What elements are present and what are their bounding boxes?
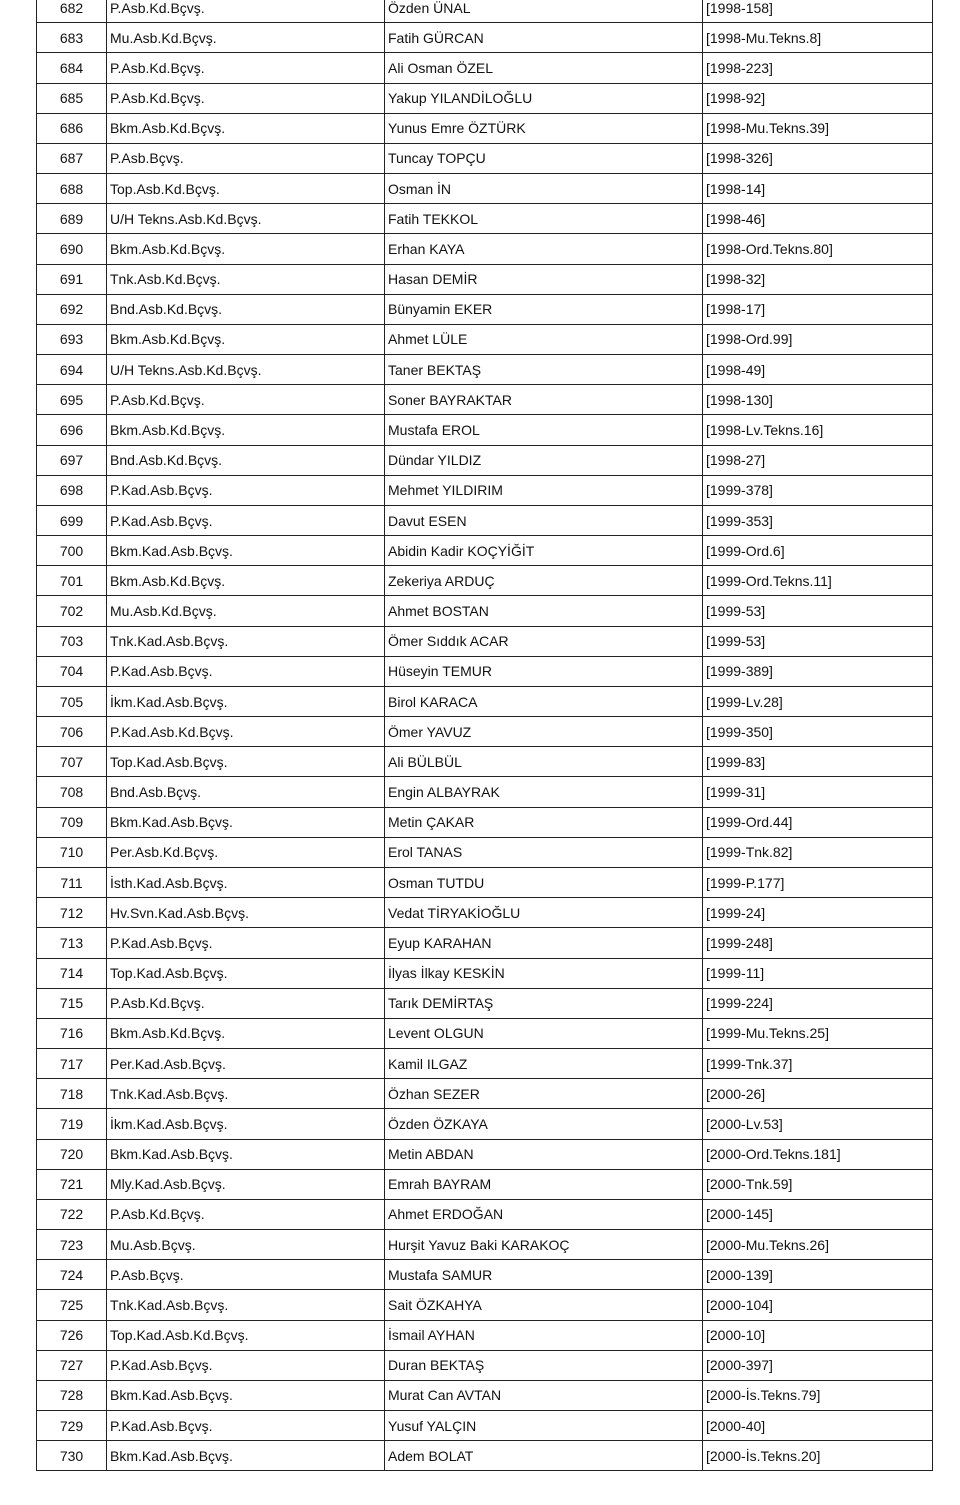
table-row xyxy=(37,1018,933,1048)
row-number: 722 xyxy=(37,1199,107,1229)
rank-cell: Bkm.Asb.Kd.Bçvş. xyxy=(107,1018,385,1048)
person-name-cell: Erhan KAYA xyxy=(385,234,703,264)
person-name-cell: Fatih TEKKOL xyxy=(385,204,703,234)
table-row xyxy=(37,1411,933,1441)
reference-cell: [2000-397] xyxy=(703,1350,933,1380)
table-row xyxy=(37,1260,933,1290)
person-name-cell: Osman İN xyxy=(385,174,703,204)
person-name-cell: Tuncay TOPÇU xyxy=(385,143,703,173)
rank-cell: Mu.Asb.Kd.Bçvş. xyxy=(107,23,385,53)
table-row xyxy=(37,83,933,113)
table-row xyxy=(37,988,933,1018)
row-number: 708 xyxy=(37,777,107,807)
reference-cell: [1998-32] xyxy=(703,264,933,294)
table-row xyxy=(37,1079,933,1109)
table-row xyxy=(37,385,933,415)
person-name-cell: Davut ESEN xyxy=(385,505,703,535)
person-name-cell: Ali Osman ÖZEL xyxy=(385,53,703,83)
reference-cell: [1998-Lv.Tekns.16] xyxy=(703,415,933,445)
rank-cell: Mly.Kad.Asb.Bçvş. xyxy=(107,1169,385,1199)
rank-cell: Tnk.Kad.Asb.Bçvş. xyxy=(107,1079,385,1109)
reference-cell: [2000-139] xyxy=(703,1260,933,1290)
row-number: 707 xyxy=(37,747,107,777)
reference-cell: [1998-326] xyxy=(703,143,933,173)
rank-cell: P.Asb.Kd.Bçvş. xyxy=(107,83,385,113)
table-row xyxy=(37,23,933,53)
person-name-cell: Yunus Emre ÖZTÜRK xyxy=(385,113,703,143)
row-number: 719 xyxy=(37,1109,107,1139)
person-name-cell: Murat Can AVTAN xyxy=(385,1380,703,1410)
person-name-cell: Metin ABDAN xyxy=(385,1139,703,1169)
row-number: 684 xyxy=(37,53,107,83)
row-number: 720 xyxy=(37,1139,107,1169)
table-row xyxy=(37,143,933,173)
person-name-cell: Ömer Sıddık ACAR xyxy=(385,626,703,656)
reference-cell: [1999-378] xyxy=(703,475,933,505)
person-name-cell: Özden ÖZKAYA xyxy=(385,1109,703,1139)
table-row xyxy=(37,264,933,294)
rank-cell: P.Kad.Asb.Kd.Bçvş. xyxy=(107,717,385,747)
rank-cell: Hv.Svn.Kad.Asb.Bçvş. xyxy=(107,898,385,928)
table-row xyxy=(37,475,933,505)
table-row xyxy=(37,174,933,204)
person-name-cell: Birol KARACA xyxy=(385,686,703,716)
table-row xyxy=(37,1380,933,1410)
person-name-cell: Taner BEKTAŞ xyxy=(385,355,703,385)
rank-cell: Bkm.Kad.Asb.Bçvş. xyxy=(107,1380,385,1410)
person-name-cell: Mustafa EROL xyxy=(385,415,703,445)
table-row xyxy=(37,324,933,354)
reference-cell: [2000-Lv.53] xyxy=(703,1109,933,1139)
person-name-cell: Bünyamin EKER xyxy=(385,294,703,324)
table-row xyxy=(37,1441,933,1471)
reference-cell: [2000-Tnk.59] xyxy=(703,1169,933,1199)
table-row xyxy=(37,958,933,988)
row-number: 685 xyxy=(37,83,107,113)
rank-cell: İkm.Kad.Asb.Bçvş. xyxy=(107,686,385,716)
rank-cell: Tnk.Asb.Kd.Bçvş. xyxy=(107,264,385,294)
rank-cell: İsth.Kad.Asb.Bçvş. xyxy=(107,867,385,897)
person-name-cell: Hasan DEMİR xyxy=(385,264,703,294)
reference-cell: [1999-Ord.44] xyxy=(703,807,933,837)
rank-cell: Top.Kad.Asb.Kd.Bçvş. xyxy=(107,1320,385,1350)
table-row xyxy=(37,1139,933,1169)
row-number: 698 xyxy=(37,475,107,505)
row-number: 716 xyxy=(37,1018,107,1048)
reference-cell: [1998-223] xyxy=(703,53,933,83)
reference-cell: [1998-Ord.Tekns.80] xyxy=(703,234,933,264)
rank-cell: Bnd.Asb.Bçvş. xyxy=(107,777,385,807)
table-row xyxy=(37,777,933,807)
row-number: 687 xyxy=(37,143,107,173)
reference-cell: [1999-P.177] xyxy=(703,867,933,897)
row-number: 709 xyxy=(37,807,107,837)
person-name-cell: Hurşit Yavuz Baki KARAKOÇ xyxy=(385,1230,703,1260)
rank-cell: P.Asb.Kd.Bçvş. xyxy=(107,0,385,23)
table-row xyxy=(37,445,933,475)
rank-cell: Top.Kad.Asb.Bçvş. xyxy=(107,747,385,777)
table-row xyxy=(37,1199,933,1229)
rank-cell: Tnk.Kad.Asb.Bçvş. xyxy=(107,626,385,656)
row-number: 695 xyxy=(37,385,107,415)
table-row xyxy=(37,686,933,716)
reference-cell: [1999-Lv.28] xyxy=(703,686,933,716)
row-number: 705 xyxy=(37,686,107,716)
row-number: 704 xyxy=(37,656,107,686)
row-number: 703 xyxy=(37,626,107,656)
row-number: 699 xyxy=(37,505,107,535)
reference-cell: [1998-14] xyxy=(703,174,933,204)
table-row xyxy=(37,928,933,958)
table-row xyxy=(37,113,933,143)
table-row xyxy=(37,294,933,324)
person-name-cell: Hüseyin TEMUR xyxy=(385,656,703,686)
row-number: 710 xyxy=(37,837,107,867)
reference-cell: [2000-145] xyxy=(703,1199,933,1229)
rank-cell: Bkm.Kad.Asb.Bçvş. xyxy=(107,807,385,837)
person-name-cell: Yakup YILANDİLOĞLU xyxy=(385,83,703,113)
rank-cell: Bkm.Asb.Kd.Bçvş. xyxy=(107,113,385,143)
person-name-cell: Abidin Kadir KOÇYİĞİT xyxy=(385,536,703,566)
row-number: 721 xyxy=(37,1169,107,1199)
row-number: 730 xyxy=(37,1441,107,1471)
rank-cell: P.Kad.Asb.Bçvş. xyxy=(107,475,385,505)
reference-cell: [2000-26] xyxy=(703,1079,933,1109)
table-row xyxy=(37,1230,933,1260)
rank-cell: Mu.Asb.Kd.Bçvş. xyxy=(107,596,385,626)
row-number: 694 xyxy=(37,355,107,385)
row-number: 718 xyxy=(37,1079,107,1109)
reference-cell: [1998-46] xyxy=(703,204,933,234)
rank-cell: P.Asb.Bçvş. xyxy=(107,143,385,173)
row-number: 688 xyxy=(37,174,107,204)
person-name-cell: Sait ÖZKAHYA xyxy=(385,1290,703,1320)
table-row xyxy=(37,656,933,686)
reference-cell: [2000-İs.Tekns.20] xyxy=(703,1441,933,1471)
table-row xyxy=(37,807,933,837)
table-row xyxy=(37,596,933,626)
rank-cell: İkm.Kad.Asb.Bçvş. xyxy=(107,1109,385,1139)
person-name-cell: Fatih GÜRCAN xyxy=(385,23,703,53)
row-number: 702 xyxy=(37,596,107,626)
rank-cell: Bkm.Asb.Kd.Bçvş. xyxy=(107,234,385,264)
reference-cell: [1999-53] xyxy=(703,596,933,626)
reference-cell: [2000-104] xyxy=(703,1290,933,1320)
table-row xyxy=(37,415,933,445)
rank-cell: P.Kad.Asb.Bçvş. xyxy=(107,928,385,958)
table-row xyxy=(37,536,933,566)
table-row xyxy=(37,566,933,596)
rank-cell: Bkm.Kad.Asb.Bçvş. xyxy=(107,536,385,566)
rank-cell: Bkm.Asb.Kd.Bçvş. xyxy=(107,566,385,596)
row-number: 706 xyxy=(37,717,107,747)
row-number: 727 xyxy=(37,1350,107,1380)
rank-cell: P.Asb.Bçvş. xyxy=(107,1260,385,1290)
row-number: 725 xyxy=(37,1290,107,1320)
person-name-cell: Kamil ILGAZ xyxy=(385,1049,703,1079)
row-number: 700 xyxy=(37,536,107,566)
table-row xyxy=(37,53,933,83)
table-row xyxy=(37,1049,933,1079)
rank-cell: Bnd.Asb.Kd.Bçvş. xyxy=(107,445,385,475)
reference-cell: [1998-Mu.Tekns.39] xyxy=(703,113,933,143)
table-row xyxy=(37,204,933,234)
person-name-cell: Yusuf YALÇIN xyxy=(385,1411,703,1441)
rank-cell: P.Kad.Asb.Bçvş. xyxy=(107,1411,385,1441)
table-row xyxy=(37,717,933,747)
reference-cell: [1998-17] xyxy=(703,294,933,324)
row-number: 682 xyxy=(37,0,107,23)
reference-cell: [1998-Mu.Tekns.8] xyxy=(703,23,933,53)
table-row xyxy=(37,505,933,535)
rank-cell: Bkm.Kad.Asb.Bçvş. xyxy=(107,1139,385,1169)
reference-cell: [1998-158] xyxy=(703,0,933,23)
rank-cell: Bkm.Asb.Kd.Bçvş. xyxy=(107,324,385,354)
row-number: 711 xyxy=(37,867,107,897)
row-number: 692 xyxy=(37,294,107,324)
rank-cell: Bkm.Kad.Asb.Bçvş. xyxy=(107,1441,385,1471)
person-name-cell: Dündar YILDIZ xyxy=(385,445,703,475)
person-name-cell: Vedat TİRYAKİOĞLU xyxy=(385,898,703,928)
rank-cell: P.Asb.Kd.Bçvş. xyxy=(107,53,385,83)
table-row xyxy=(37,1169,933,1199)
roster-sheet xyxy=(36,0,932,1471)
row-number: 686 xyxy=(37,113,107,143)
rank-cell: U/H Tekns.Asb.Kd.Bçvş. xyxy=(107,204,385,234)
table-row xyxy=(37,1350,933,1380)
rank-cell: Top.Kad.Asb.Bçvş. xyxy=(107,958,385,988)
rank-cell: Top.Asb.Kd.Bçvş. xyxy=(107,174,385,204)
rank-cell: Per.Asb.Kd.Bçvş. xyxy=(107,837,385,867)
table-row xyxy=(37,0,933,23)
reference-cell: [1998-130] xyxy=(703,385,933,415)
reference-cell: [1999-Ord.6] xyxy=(703,536,933,566)
reference-cell: [1999-Tnk.82] xyxy=(703,837,933,867)
rank-cell: Bnd.Asb.Kd.Bçvş. xyxy=(107,294,385,324)
table-row xyxy=(37,837,933,867)
rank-cell: P.Kad.Asb.Bçvş. xyxy=(107,656,385,686)
reference-cell: [2000-10] xyxy=(703,1320,933,1350)
reference-cell: [1999-11] xyxy=(703,958,933,988)
table-row xyxy=(37,355,933,385)
reference-cell: [1998-27] xyxy=(703,445,933,475)
person-name-cell: Ahmet LÜLE xyxy=(385,324,703,354)
reference-cell: [2000-Ord.Tekns.181] xyxy=(703,1139,933,1169)
rank-cell: Per.Kad.Asb.Bçvş. xyxy=(107,1049,385,1079)
person-name-cell: Erol TANAS xyxy=(385,837,703,867)
rank-cell: Bkm.Asb.Kd.Bçvş. xyxy=(107,415,385,445)
row-number: 713 xyxy=(37,928,107,958)
reference-cell: [1998-49] xyxy=(703,355,933,385)
row-number: 689 xyxy=(37,204,107,234)
row-number: 712 xyxy=(37,898,107,928)
person-name-cell: İlyas İlkay KESKİN xyxy=(385,958,703,988)
row-number: 717 xyxy=(37,1049,107,1079)
person-name-cell: Özden ÜNAL xyxy=(385,0,703,23)
person-name-cell: Engin ALBAYRAK xyxy=(385,777,703,807)
reference-cell: [1999-224] xyxy=(703,988,933,1018)
reference-cell: [1999-Mu.Tekns.25] xyxy=(703,1018,933,1048)
table-row xyxy=(37,867,933,897)
row-number: 715 xyxy=(37,988,107,1018)
person-name-cell: Ömer YAVUZ xyxy=(385,717,703,747)
rank-cell: P.Asb.Kd.Bçvş. xyxy=(107,385,385,415)
table-row xyxy=(37,1320,933,1350)
row-number: 691 xyxy=(37,264,107,294)
row-number: 724 xyxy=(37,1260,107,1290)
row-number: 690 xyxy=(37,234,107,264)
rank-cell: Mu.Asb.Bçvş. xyxy=(107,1230,385,1260)
reference-cell: [1999-350] xyxy=(703,717,933,747)
person-name-cell: Ali BÜLBÜL xyxy=(385,747,703,777)
reference-cell: [1998-Ord.99] xyxy=(703,324,933,354)
person-name-cell: İsmail AYHAN xyxy=(385,1320,703,1350)
row-number: 723 xyxy=(37,1230,107,1260)
row-number: 726 xyxy=(37,1320,107,1350)
person-name-cell: Tarık DEMİRTAŞ xyxy=(385,988,703,1018)
reference-cell: [1999-24] xyxy=(703,898,933,928)
reference-cell: [1999-389] xyxy=(703,656,933,686)
rank-cell: P.Kad.Asb.Bçvş. xyxy=(107,505,385,535)
row-number: 693 xyxy=(37,324,107,354)
row-number: 701 xyxy=(37,566,107,596)
row-number: 696 xyxy=(37,415,107,445)
person-name-cell: Ahmet ERDOĞAN xyxy=(385,1199,703,1229)
reference-cell: [1999-353] xyxy=(703,505,933,535)
person-name-cell: Levent OLGUN xyxy=(385,1018,703,1048)
person-name-cell: Metin ÇAKAR xyxy=(385,807,703,837)
roster-body xyxy=(37,0,933,1471)
reference-cell: [2000-40] xyxy=(703,1411,933,1441)
reference-cell: [2000-İs.Tekns.79] xyxy=(703,1380,933,1410)
person-name-cell: Özhan SEZER xyxy=(385,1079,703,1109)
table-row xyxy=(37,1109,933,1139)
table-row xyxy=(37,747,933,777)
reference-cell: [1999-83] xyxy=(703,747,933,777)
person-name-cell: Mehmet YILDIRIM xyxy=(385,475,703,505)
table-row xyxy=(37,898,933,928)
row-number: 697 xyxy=(37,445,107,475)
rank-cell: P.Asb.Kd.Bçvş. xyxy=(107,988,385,1018)
person-name-cell: Soner BAYRAKTAR xyxy=(385,385,703,415)
roster-table xyxy=(36,0,933,1471)
person-name-cell: Ahmet BOSTAN xyxy=(385,596,703,626)
reference-cell: [2000-Mu.Tekns.26] xyxy=(703,1230,933,1260)
table-row xyxy=(37,234,933,264)
person-name-cell: Emrah BAYRAM xyxy=(385,1169,703,1199)
row-number: 728 xyxy=(37,1380,107,1410)
rank-cell: P.Asb.Kd.Bçvş. xyxy=(107,1199,385,1229)
person-name-cell: Osman TUTDU xyxy=(385,867,703,897)
rank-cell: P.Kad.Asb.Bçvş. xyxy=(107,1350,385,1380)
reference-cell: [1998-92] xyxy=(703,83,933,113)
person-name-cell: Eyup KARAHAN xyxy=(385,928,703,958)
reference-cell: [1999-Ord.Tekns.11] xyxy=(703,566,933,596)
table-row xyxy=(37,626,933,656)
table-row xyxy=(37,1290,933,1320)
row-number: 729 xyxy=(37,1411,107,1441)
rank-cell: Tnk.Kad.Asb.Bçvş. xyxy=(107,1290,385,1320)
reference-cell: [1999-248] xyxy=(703,928,933,958)
person-name-cell: Zekeriya ARDUÇ xyxy=(385,566,703,596)
person-name-cell: Mustafa SAMUR xyxy=(385,1260,703,1290)
row-number: 683 xyxy=(37,23,107,53)
row-number: 714 xyxy=(37,958,107,988)
reference-cell: [1999-31] xyxy=(703,777,933,807)
person-name-cell: Duran BEKTAŞ xyxy=(385,1350,703,1380)
reference-cell: [1999-Tnk.37] xyxy=(703,1049,933,1079)
reference-cell: [1999-53] xyxy=(703,626,933,656)
rank-cell: U/H Tekns.Asb.Kd.Bçvş. xyxy=(107,355,385,385)
person-name-cell: Adem BOLAT xyxy=(385,1441,703,1471)
